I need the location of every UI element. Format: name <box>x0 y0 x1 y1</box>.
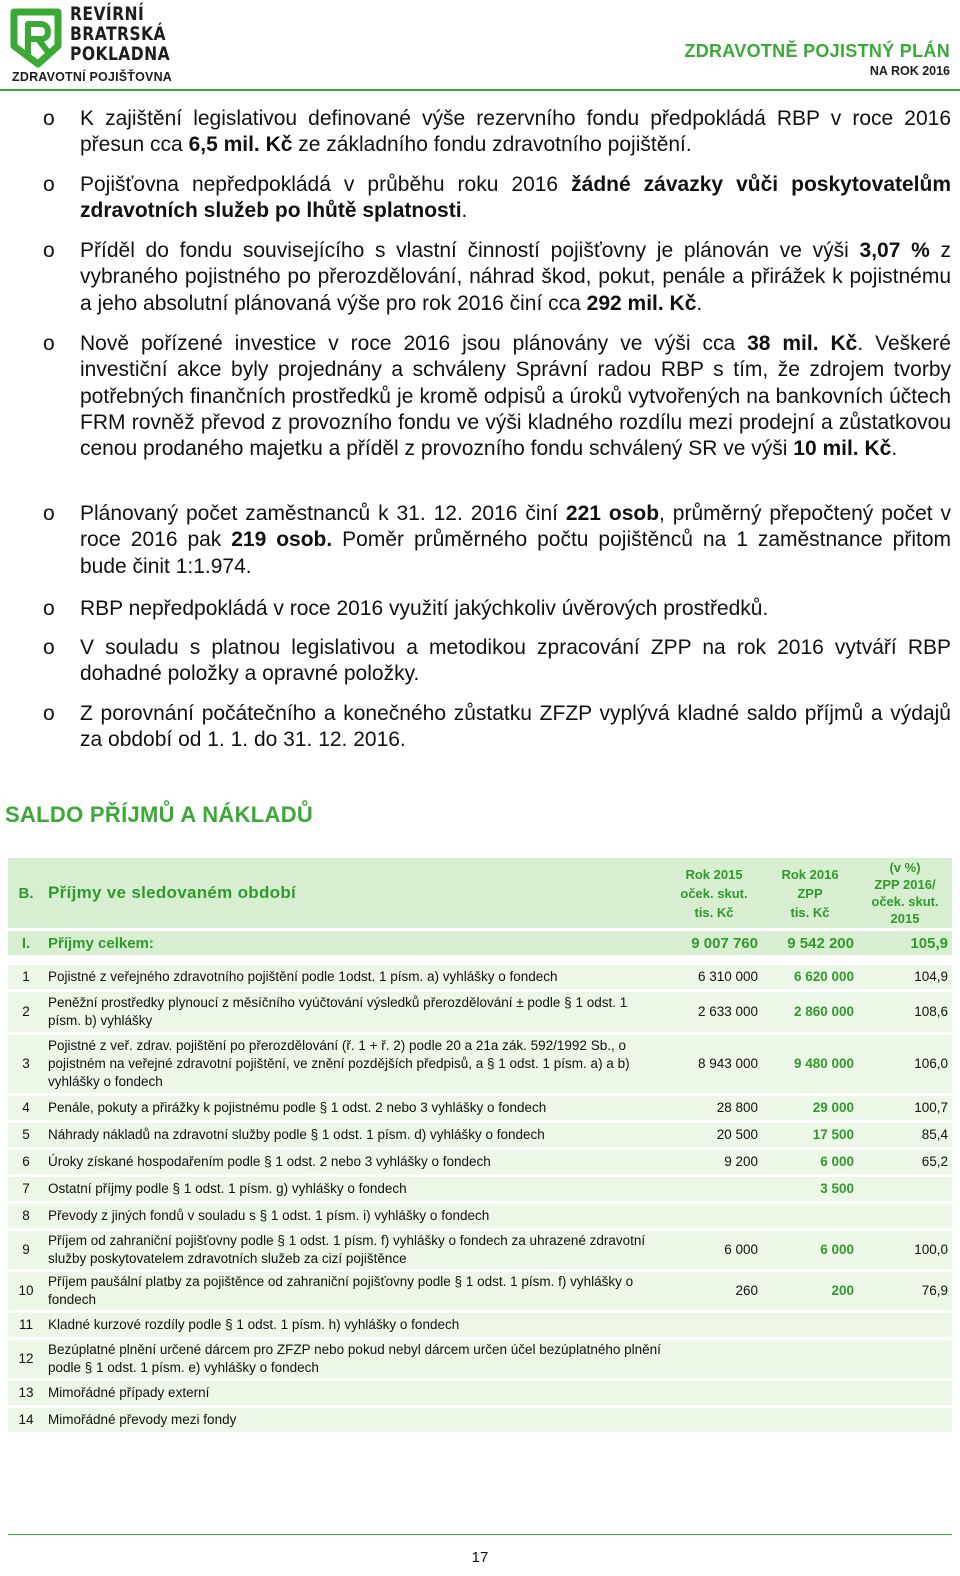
bullet-text-run: K zajištění legislativou definované výše rezervního fondu předpokládá RBP v roce 2016 přesun cca <box>80 107 951 157</box>
row-value-2015 <box>666 1177 762 1201</box>
row-number: 4 <box>8 1096 44 1120</box>
row-number: 1 <box>8 965 44 989</box>
row-value-percent: 100,7 <box>858 1096 952 1120</box>
table-row <box>8 1096 952 1120</box>
bullet-marker: o <box>43 239 55 262</box>
section-title: SALDO PŘÍJMŮ A NÁKLADŮ <box>5 802 314 827</box>
row-description: Ostatní příjmy podle § 1 odst. 1 písm. g) vyhlášky o fondech <box>44 1177 666 1201</box>
header-col-2015 <box>666 858 762 928</box>
bullet-marker: o <box>43 636 55 659</box>
footer-divider <box>8 1534 952 1535</box>
row-value-2016: 29 000 <box>762 1096 858 1120</box>
table-row <box>8 1177 952 1201</box>
table-row <box>8 1204 952 1228</box>
table-row <box>8 1313 952 1337</box>
row-value-2016 <box>762 1381 858 1405</box>
table-row <box>8 965 952 989</box>
bullet-text <box>80 501 951 580</box>
total-num: I. <box>8 931 44 955</box>
row-value-2015 <box>666 1381 762 1405</box>
row-value-2015: 9 200 <box>666 1150 762 1174</box>
header-letter: B. <box>8 858 44 928</box>
row-value-2016 <box>762 1340 858 1378</box>
total-desc: Příjmy celkem: <box>44 931 666 955</box>
bullet-text-run: Z porovnání počátečního a konečného zůstatku ZFZP vyplývá kladné saldo příjmů a výdajů za období od 1. 1. do 31. 12. 2016. <box>80 702 951 752</box>
row-value-percent: 85,4 <box>858 1123 952 1147</box>
row-description: Náhrady nákladů na zdravotní služby podle § 1 odst. 1 písm. d) vyhlášky o fondech <box>44 1123 666 1147</box>
table-gap <box>8 958 952 962</box>
bullet-text-run: Pojišťovna nepředpokládá v průběhu roku 2016 <box>80 173 572 196</box>
bullet-text <box>80 635 951 688</box>
row-number: 12 <box>8 1340 44 1378</box>
header-col-2015-line: Rok 2015 <box>685 866 743 882</box>
row-value-2016: 2 860 000 <box>762 992 858 1032</box>
bullet-text-run: Příděl do fondu souvisejícího s vlastní činností pojišťovny je plánován ve výši <box>80 239 860 262</box>
bullet-text-run: . <box>461 199 468 223</box>
table-row <box>8 992 952 1032</box>
logo-line-3: POKLADNA <box>70 43 171 65</box>
row-value-percent: 76,9 <box>858 1272 952 1310</box>
header-col-2016 <box>762 858 858 928</box>
row-value-percent <box>858 1313 952 1337</box>
rbp-logo-icon <box>8 6 66 72</box>
row-value-2016: 6 000 <box>762 1231 858 1269</box>
row-description: Příjem od zahraniční pojišťovny podle § 1 odst. 1 písm. f) vyhlášky o fondech za uhrazené zdravotní služby poskytovatelem zdravotních služeb za cizí pojištěnce <box>44 1231 666 1269</box>
bullet-text-bold: 10 mil. Kč <box>793 437 892 461</box>
row-value-2016 <box>762 1313 858 1337</box>
bullet-text-run: V souladu s platnou legislativou a metodikou zpracování ZPP na rok 2016 vytváří RBP dohadné položky a opravné položky. <box>80 636 951 686</box>
row-number: 14 <box>8 1408 44 1432</box>
bullet-text-bold: 292 mil. Kč <box>586 291 697 315</box>
header-col-percent-line: 2015 <box>890 911 920 926</box>
row-number: 2 <box>8 992 44 1032</box>
bullet-text-run: RBP nepředpokládá v roce 2016 využití jakýchkoliv úvěrových prostředků. <box>80 597 769 620</box>
bullet-text-bold: 3,07 % <box>859 239 930 262</box>
bullet-text-run: . <box>696 291 703 315</box>
bullet-text-bold: 6,5 mil. Kč <box>188 133 293 157</box>
logo-line-1: REVÍRNÍ <box>70 3 145 25</box>
row-value-2015 <box>666 1340 762 1378</box>
row-value-percent <box>858 1340 952 1378</box>
bullet-marker: o <box>43 597 55 620</box>
logo-subtitle: ZDRAVOTNÍ POJIŠŤOVNA <box>12 70 173 84</box>
bullet-text <box>80 172 951 225</box>
row-description: Peněžní prostředky plynoucí z měsíčního vyúčtování výsledků přerozdělování ± podle § 1 odst. 1 písm. b) vyhlášky <box>44 992 666 1032</box>
row-value-percent <box>858 1177 952 1201</box>
header-col-2015-line: tis. Kč <box>694 904 734 920</box>
bullet-text-run: Plánovaný počet zaměstnanců k 31. 12. 2016 činí <box>80 502 566 525</box>
rbp-logo <box>8 3 173 88</box>
row-number: 5 <box>8 1123 44 1147</box>
row-description: Pojistné z veřejného zdravotního pojištění podle 1odst. 1 písm. a) vyhlášky o fondech <box>44 965 666 989</box>
bullet-text <box>80 106 951 159</box>
row-value-2015: 6 000 <box>666 1231 762 1269</box>
row-description: Mimořádné převody mezi fondy <box>44 1408 666 1432</box>
row-value-percent: 65,2 <box>858 1150 952 1174</box>
header-col-percent-line: ZPP 2016/ <box>874 877 936 892</box>
row-description: Pojistné z veř. zdrav. pojištění po přerozdělování (ř. 1 + ř. 2) podle 20 a 21a zák. 592/1992 Sb., o pojistném na veřejné zdravotní pojištění, ve znění pozdějších předpisů, a § 1 odst. 1 písm. a) a b) vyhlášky o fondech <box>44 1035 666 1093</box>
row-value-2016 <box>762 1204 858 1228</box>
table-row <box>8 1340 952 1378</box>
row-value-2015: 2 633 000 <box>666 992 762 1032</box>
header-description: Příjmy ve sledovaném období <box>44 858 666 928</box>
bullet-text-run: . <box>891 437 898 461</box>
row-number: 10 <box>8 1272 44 1310</box>
row-value-percent <box>858 1204 952 1228</box>
row-number: 7 <box>8 1177 44 1201</box>
header-col-percent-line: (v %) <box>889 860 921 875</box>
bullet-text <box>80 238 951 317</box>
bullet-marker: o <box>43 332 55 355</box>
table-row <box>8 1408 952 1432</box>
row-value-2015: 8 943 000 <box>666 1035 762 1093</box>
bullet-text-run: , průměrný přepočtený počet v roce 2016 pak <box>80 502 951 552</box>
bullet-text-bold: žádné závazky vůči poskytovatelům zdravotních služeb po lhůtě splatnosti <box>80 173 952 223</box>
header-col-percent-line: oček. skut. <box>871 894 939 909</box>
row-value-2016: 9 480 000 <box>762 1035 858 1093</box>
row-number: 13 <box>8 1381 44 1405</box>
row-description: Převody z jiných fondů v souladu s § 1 odst. 1 písm. i) vyhlášky o fondech <box>44 1204 666 1228</box>
table-row <box>8 1035 952 1093</box>
page-header <box>0 0 960 92</box>
row-value-2016: 17 500 <box>762 1123 858 1147</box>
bullet-text-run: z vybraného pojistného po přerozdělování, náhrad škod, pokut, penále a přirážek k pojistnému a jeho absolutní plánovaná výše pro rok 2016 činí cca <box>80 239 951 315</box>
bullet-marker: o <box>43 702 55 725</box>
row-value-2015: 20 500 <box>666 1123 762 1147</box>
row-value-2015 <box>666 1204 762 1228</box>
table-row <box>8 1150 952 1174</box>
header-col-2016-line: tis. Kč <box>790 904 830 920</box>
header-col-2016-line: Rok 2016 <box>781 866 839 882</box>
header-col-2016-line: ZPP <box>797 885 823 901</box>
header-divider <box>0 89 960 91</box>
bullet-marker: o <box>43 502 55 525</box>
row-value-2016: 3 500 <box>762 1177 858 1201</box>
row-value-2016: 200 <box>762 1272 858 1310</box>
row-description: Úroky získané hospodařením podle § 1 odst. 2 nebo 3 vyhlášky o fondech <box>44 1150 666 1174</box>
row-value-percent: 100,0 <box>858 1231 952 1269</box>
row-value-percent: 108,6 <box>858 992 952 1032</box>
bullet-text-bold: 219 osob. <box>231 528 333 552</box>
total-2015: 9 007 760 <box>666 931 762 955</box>
row-value-2015 <box>666 1313 762 1337</box>
row-value-2016: 6 620 000 <box>762 965 858 989</box>
bullet-text <box>80 331 951 462</box>
row-description: Penále, pokuty a přirážky k pojistnému podle § 1 odst. 2 nebo 3 vyhlášky o fondech <box>44 1096 666 1120</box>
row-value-percent <box>858 1381 952 1405</box>
row-value-2015 <box>666 1408 762 1432</box>
header-col-percent <box>858 858 952 928</box>
document-subtitle: NA ROK 2016 <box>869 64 950 78</box>
row-number: 9 <box>8 1231 44 1269</box>
logo-line-2: BRATRSKÁ <box>70 23 166 45</box>
total-row <box>8 931 952 955</box>
row-value-2015: 28 800 <box>666 1096 762 1120</box>
table-row <box>8 1231 952 1269</box>
page-number: 17 <box>471 1549 489 1566</box>
table-row <box>8 1381 952 1405</box>
row-number: 6 <box>8 1150 44 1174</box>
bullet-marker: o <box>43 107 55 130</box>
total-percent: 105,9 <box>858 931 952 955</box>
header-col-2015-line: oček. skut. <box>680 885 748 901</box>
row-value-2016: 6 000 <box>762 1150 858 1174</box>
bullet-text-bold: 38 mil. Kč <box>747 332 858 355</box>
bullet-text <box>80 596 951 622</box>
bullet-text-run: ze základního fondu zdravotního pojištění. <box>292 133 692 157</box>
row-value-percent <box>858 1408 952 1432</box>
row-value-percent: 106,0 <box>858 1035 952 1093</box>
bullet-text-bold: 221 osob <box>565 502 660 525</box>
bullet-marker: o <box>43 173 55 196</box>
bullet-text <box>80 701 951 754</box>
bullet-text-run: Nově pořízené investice v roce 2016 jsou plánovány ve výši cca <box>80 332 748 355</box>
row-value-2015: 260 <box>666 1272 762 1310</box>
row-number: 11 <box>8 1313 44 1337</box>
table-row <box>8 1272 952 1310</box>
document-title: ZDRAVOTNĚ POJISTNÝ PLÁN <box>684 41 950 61</box>
table-header-row <box>8 858 952 928</box>
row-value-2015: 6 310 000 <box>666 965 762 989</box>
row-number: 3 <box>8 1035 44 1093</box>
income-table <box>8 855 952 1435</box>
row-value-2016 <box>762 1408 858 1432</box>
bullet-text-run: . Veškeré investiční akce byly projednány a schváleny Správní radou RBP s tím, že zdrojem tvorby potřebných finančních prostředků je kromě odpisů a úroků vytvořených na bankovních účtech FRM rovněž převod z provozního fondu ve výši kladného rozdílu mezi prodejní a zůstatkovou cenou prodaného majetku a příděl z provozního fondu schválený SR ve výši <box>80 332 951 461</box>
row-description: Kladné kurzové rozdíly podle § 1 odst. 1 písm. h) vyhlášky o fondech <box>44 1313 666 1337</box>
row-description: Příjem paušální platby za pojištěnce od zahraniční pojišťovny podle § 1 odst. 1 písm. f) vyhlášky o fondech <box>44 1272 666 1310</box>
row-description: Mimořádné případy externí <box>44 1381 666 1405</box>
row-number: 8 <box>8 1204 44 1228</box>
row-description: Bezúplatné plnění určené dárcem pro ZFZP nebo pokud nebyl dárcem určen účel bezúplatného plnění podle § 1 odst. 1 písm. e) vyhlášky o fondech <box>44 1340 666 1378</box>
row-value-percent: 104,9 <box>858 965 952 989</box>
total-2016: 9 542 200 <box>762 931 858 955</box>
table-row <box>8 1123 952 1147</box>
bullet-text-run: Poměr průměrného počtu pojištěnců na 1 zaměstnance přitom bude činit 1:1.974. <box>80 528 952 578</box>
